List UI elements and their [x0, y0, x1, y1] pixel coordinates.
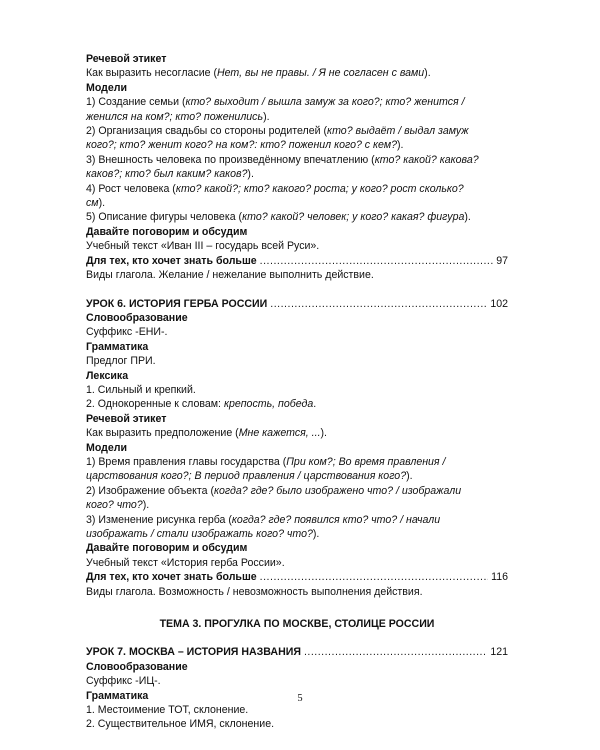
model-3-cont: изображать / стали изображать кого? что?). [86, 528, 320, 540]
more-text: Виды глагола. Возможность / невозможность выполнения действия. [86, 585, 423, 598]
lexicon-item-1: 1. Сильный и крепкий. [86, 383, 196, 396]
toc-entry-title: Для тех, кто хочет знать больше [86, 254, 257, 267]
lexicon-item-2: 2. Однокоренные к словам: крепость, победа. [86, 398, 317, 411]
model-1-cont: царствования кого?; В период правления / царствования кого?). [86, 470, 413, 483]
toc-page-number: 97 [496, 254, 508, 267]
more-text: Виды глагола. Желание / нежелание выполнить действие. [86, 269, 374, 282]
word-formation-text: Суффикс -ЕНИ-. [86, 326, 168, 339]
model-3: 3) Внешность человека по произведённому впечатлению (кто? какой? какова? [86, 153, 479, 166]
toc-entry-title: УРОК 7. МОСКВА – ИСТОРИЯ НАЗВАНИЯ [86, 646, 301, 659]
theme-heading: ТЕМА 3. ПРОГУЛКА ПО МОСКВЕ, СТОЛИЦЕ РОССИИ [159, 618, 435, 631]
toc-entry-lesson-6[interactable] [86, 297, 508, 311]
model-1: 1) Создание семьи (кто? выходит / вышла замуж за кого?; кто? женится / [86, 96, 465, 109]
toc-entry-title: УРОК 6. ИСТОРИЯ ГЕРБА РОССИИ [86, 297, 268, 310]
word-formation-text: Суффикс -ИЦ-. [86, 675, 161, 688]
toc-leader-dots [270, 297, 487, 311]
discussion-text: Учебный текст «Иван III – государь всей Руси». [86, 240, 320, 253]
model-4-cont: см). [86, 197, 106, 210]
grammar-text: Предлог ПРИ. [86, 355, 156, 368]
grammar-item-1: 1. Местоимение ТОТ, склонение. [86, 704, 249, 717]
model-1-cont: женился на ком?; кто? поженились). [86, 110, 270, 123]
discussion-heading: Давайте поговорим и обсудим [86, 225, 248, 238]
toc-entry-lesson-7[interactable] [86, 645, 508, 659]
models-heading: Модели [86, 441, 128, 454]
toc-entry-more-116[interactable] [86, 570, 508, 584]
model-5: 5) Описание фигуры человека (кто? какой? человек; у кого? какая? фигура). [86, 211, 471, 224]
model-2: 2) Организация свадьбы со стороны родителей (кто? выдаёт / выдал замуж [86, 125, 469, 138]
toc-entry-more-97[interactable] [86, 254, 508, 268]
discussion-heading: Давайте поговорим и обсудим [86, 542, 248, 555]
model-3-cont: каков?; кто? был каким? каков?). [86, 168, 254, 181]
model-3: 3) Изменение рисунка герба (когда? где? появился кто? что? / начали [86, 513, 441, 526]
speech-etiquette-heading: Речевой этикет [86, 412, 167, 425]
page-number: 5 [297, 693, 303, 704]
toc-page-number: 116 [491, 571, 508, 584]
toc-page-number: 102 [490, 297, 508, 310]
page-content [86, 52, 508, 732]
toc-page-number: 121 [490, 646, 508, 659]
speech-etiquette-text: Как выразить несогласие (Нет, вы не правы. / Я не согласен с вами). [86, 67, 431, 80]
model-4: 4) Рост человека (кто? какой?; кто? какого? роста; у кого? рост сколько? [86, 182, 464, 195]
lexicon-heading: Лексика [86, 369, 129, 382]
discussion-text: Учебный текст «История герба России». [86, 556, 285, 569]
word-formation-heading: Словообразование [86, 311, 188, 324]
speech-etiquette-heading: Речевой этикет [86, 53, 167, 65]
word-formation-heading: Словообразование [86, 660, 188, 673]
toc-leader-dots [260, 570, 488, 584]
grammar-item-2: 2. Существительное ИМЯ, склонение. [86, 718, 275, 731]
grammar-heading: Грамматика [86, 340, 149, 353]
toc-leader-dots [304, 645, 487, 659]
toc-leader-dots [260, 254, 494, 268]
speech-etiquette-text: Как выразить предположение (Мне кажется, ...). [86, 427, 327, 440]
model-2-cont: кого?; кто? женит кого? на ком?: кто? поженил кого? с кем?). [86, 139, 404, 152]
model-2: 2) Изображение объекта (когда? где? было изображено что? / изображали [86, 484, 462, 497]
toc-entry-title: Для тех, кто хочет знать больше [86, 571, 257, 584]
model-1: 1) Время правления главы государства (При ком?; Во время правления / [86, 455, 446, 468]
models-heading: Модели [86, 81, 128, 94]
model-2-cont: кого? что?). [86, 499, 150, 512]
grammar-heading: Грамматика [86, 689, 149, 702]
